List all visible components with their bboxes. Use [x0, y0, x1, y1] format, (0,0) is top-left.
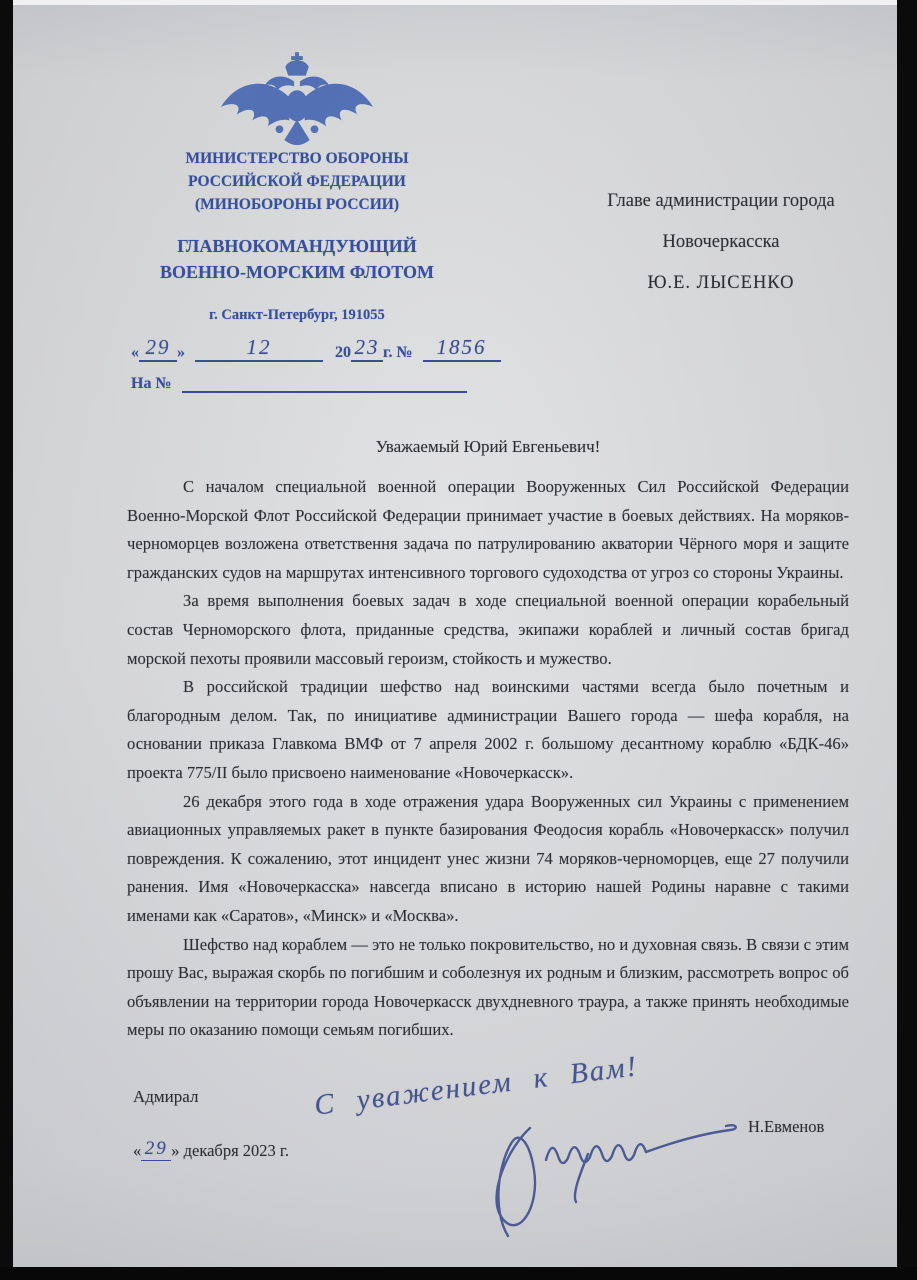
- letterhead: [127, 147, 467, 324]
- quote-open: «: [131, 344, 139, 361]
- handwritten-number: 1856: [436, 335, 487, 359]
- signature-date-rest: » декабря 2023 г.: [171, 1141, 289, 1160]
- handwritten-signature: [468, 1090, 758, 1255]
- quote-close: »: [177, 344, 185, 361]
- photo-right-edge: [897, 0, 917, 1280]
- letterhead-ministry-line: МИНИСТЕРСТВО ОБОРОНЫ: [185, 150, 409, 167]
- signer-name: Н.Евменов: [748, 1117, 825, 1136]
- signer-rank: Адмирал: [133, 1087, 199, 1106]
- addressee-name: Ю.Е. ЛЫСЕНКО: [647, 273, 795, 293]
- paragraph: За время выполнения боевых задач в ходе специальной военной операции корабельный состав Черноморского флота, приданные средства, экипажи кораблей и личный состав бригад морской пехоты проявили массовый героизм, стойкость и мужество.: [127, 591, 849, 668]
- handwritten-month: 12: [246, 335, 272, 359]
- year-suffix: г. №: [383, 344, 413, 361]
- letterhead-city-line: г. Санкт-Петербург, 191055: [209, 307, 385, 323]
- photo-bottom-edge: [0, 1267, 917, 1280]
- letter-page: [13, 5, 897, 1267]
- reply-label: На №: [131, 375, 172, 392]
- letterhead-ministry-line: (МИНОБОРОНЫ РОССИИ): [194, 196, 400, 213]
- date-quote-open: «: [133, 1141, 142, 1160]
- photo-left-edge: [0, 0, 13, 1280]
- addressee-block: [553, 181, 889, 304]
- signature-date: [133, 1138, 289, 1161]
- salutation: Уважаемый Юрий Евгеньевич!: [375, 437, 601, 456]
- addressee-line: Новочеркасска: [662, 232, 780, 252]
- handwritten-signature-day: 29: [144, 1138, 168, 1159]
- reference-date-row: [131, 335, 691, 362]
- letter-body: [127, 473, 849, 1045]
- paragraph: Шефство над кораблем — это не только покровительство, но и духовная связь. В связи с этим прошу Вас, выражая скорбь по погибшим и соболезнуя их родным и близким, рассмотреть вопрос об объявлении на территории города Новочеркасск двухдневного траура, а также принять необходимые меры по оказанию помощи семьям погибших.: [127, 934, 849, 1040]
- handwritten-note: С уважением к Вам!: [312, 1050, 640, 1122]
- letterhead-commander-line: ГЛАВНОКОМАНДУЮЩИЙ: [177, 236, 417, 256]
- reply-reference-row: [131, 373, 467, 393]
- paragraph: С началом специальной военной операции Вооруженных Сил Российской Федерации Военно-Морской Флот Российской Федерации принимает участие в боевых действиях. На моряков-черноморцев возложена ответствення задача по патрулированию акватории Чёрного моря и защите гражданских судов на маршрутах интенсивного торгового судоходства от угроз со стороны Украины.: [127, 477, 849, 582]
- reply-blank-line: [182, 373, 467, 393]
- letterhead-ministry-line: РОССИЙСКОЙ ФЕДЕРАЦИИ: [188, 173, 406, 190]
- letterhead-commander-line: ВОЕННО-МОРСКИМ ФЛОТОМ: [159, 262, 435, 282]
- handwritten-day: 29: [145, 335, 171, 359]
- year-prefix: 20: [335, 344, 351, 361]
- double-headed-eagle-icon: [219, 51, 375, 149]
- paragraph: В российской традиции шефство над воинскими частями всегда было почетным и благородным делом. Так, по инициативе администрации Вашего города — шефа корабля, на основании приказа Главкома ВМФ от 7 апреля 2002 г. большому десантному кораблю «БДК-46» проекта 775/II было присвоено наименование «Новочеркасск».: [127, 677, 849, 782]
- handwritten-year: 23: [354, 335, 380, 359]
- paragraph: 26 декабря этого года в ходе отражения удара Вооруженных сил Украины с применением авиационных управляемых ракет в пункте базирования Феодосия корабль «Новочеркасск» получил повреждения. К сожалению, этот инцидент унес жизни 74 моряков-черноморцев, еще 27 получили ранения. Имя «Новочеркасска» навсегда вписано в историю нашей Родины наравне с такими именами как «Саратов», «Минск» и «Москва».: [127, 791, 849, 925]
- addressee-line: Главе администрации города: [607, 191, 835, 211]
